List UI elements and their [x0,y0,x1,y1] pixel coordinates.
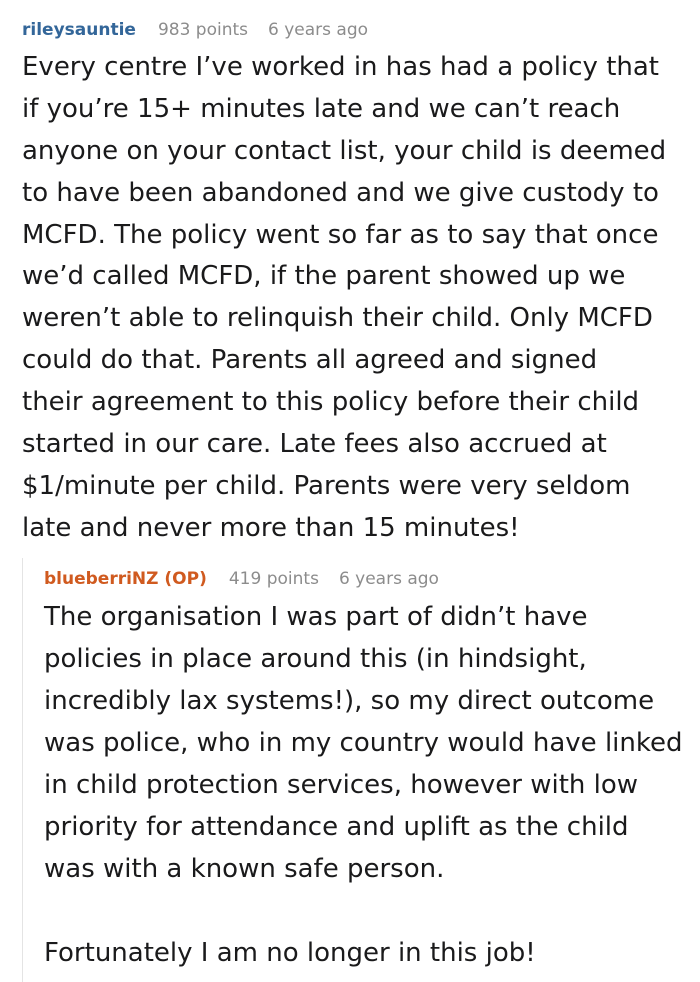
reply-line: incredibly lax systems!), so my direct outcome [44,686,655,716]
reply-line: Fortunately I am no longer in this job! [44,938,536,968]
reply-points: 419 points [228,569,319,589]
comment-line: anyone on your contact list, your child is deemed [22,135,667,166]
reply-line: The organisation I was part of didn’t have [44,602,588,632]
comment-line: Every centre I’ve worked in has had a policy that [22,52,659,82]
comment-line: their agreement to this policy before their child [22,387,640,418]
reply-body [44,596,683,974]
comment-line: MCFD. The policy went so far as to say that once [22,219,659,250]
comment-line: if you’re 15+ minutes late and we can’t reach [22,93,621,124]
reply-line-blank [44,890,683,932]
comment-body [22,47,666,550]
comment-points: 983 points [157,20,249,40]
reply-line: was police, who in my country would have linked [44,728,683,758]
reply-line: in child protection services, however with low [44,770,639,800]
reply-line: policies in place around this (in hindsight, [44,644,587,674]
comment-meta [22,19,388,41]
comment-line: weren’t able to relinquish their child. Only MCFD [22,303,653,334]
reply-meta [44,568,459,590]
comment-line: $1/minute per child. Parents were very seldom [22,470,631,501]
reply-author-link[interactable]: blueberriNZ (OP) [44,569,207,589]
comment-line: late and never more than 15 minutes! [22,512,520,543]
reply-line: priority for attendance and uplift as the child [44,812,629,842]
comment-line: could do that. Parents all agreed and signed [22,345,598,376]
comment-author-link[interactable]: rileysauntie [22,20,136,40]
reply-comment [22,558,700,982]
reply-timestamp: 6 years ago [338,569,439,589]
comment-timestamp: 6 years ago [268,20,369,40]
reply-line: was with a known safe person. [44,854,445,884]
comment-line: started in our care. Late fees also accrued at [22,429,607,460]
comment-line: to have been abandoned and we give custody to [22,177,659,208]
comment-line: we’d called MCFD, if the parent showed up we [22,261,626,292]
